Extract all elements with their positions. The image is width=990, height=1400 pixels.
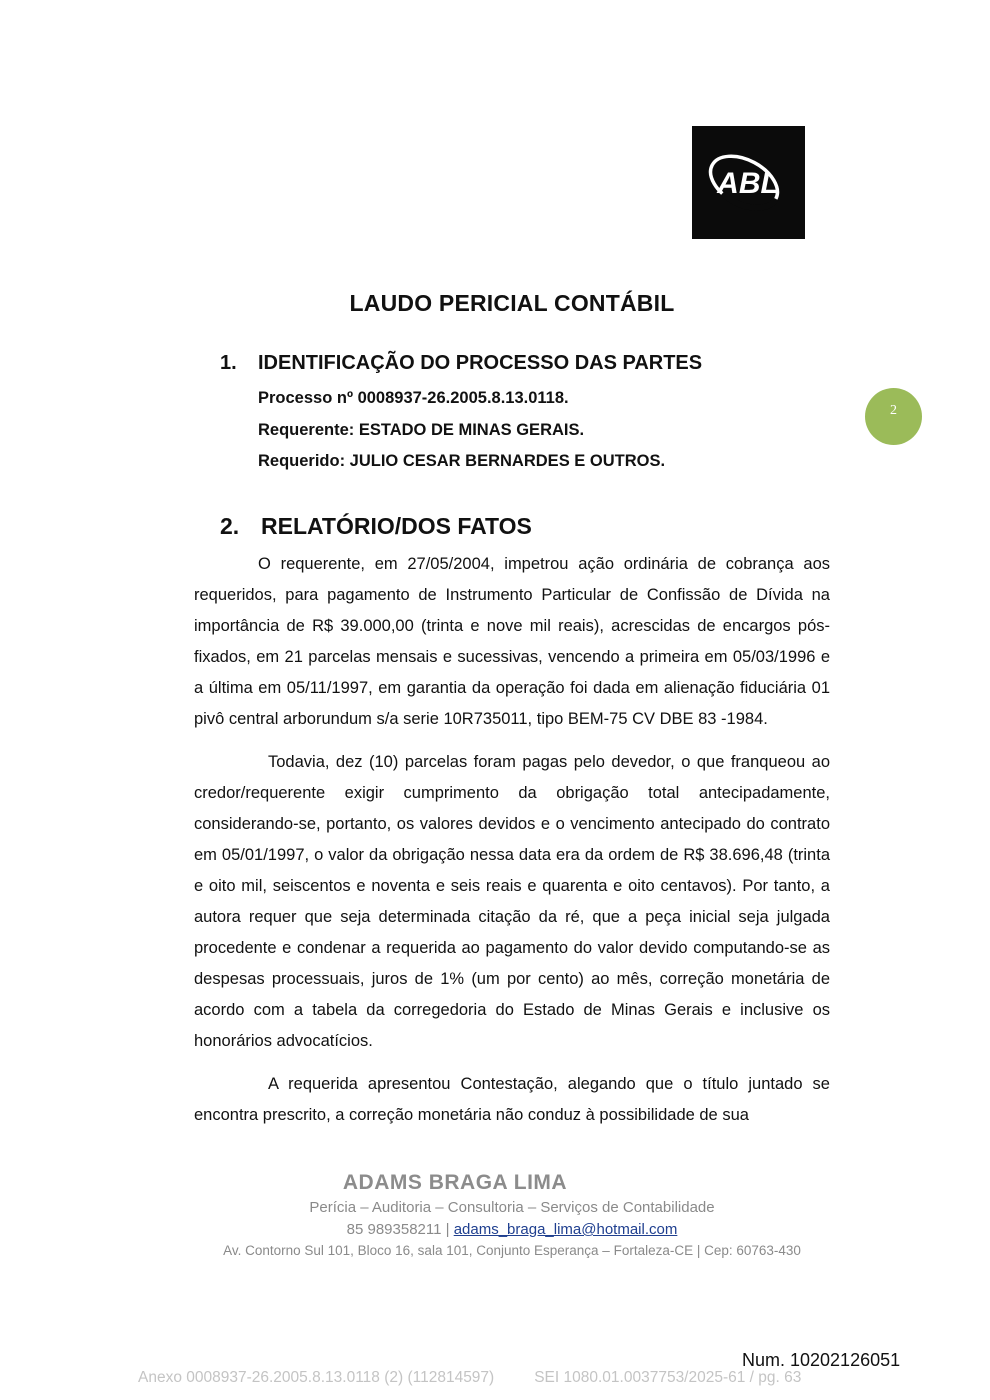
paragraph-2: Todavia, dez (10) parcelas foram pagas pelo devedor, o que franqueou ao credor/requerente exigir cumprimento da obrigação total antecipadamente, considerando-se, portanto, os valores devidos e o vencimento antecipado do contrato em 05/01/1997, o valor da obrigação nessa data era da ordem de R$ 38.696,48 (trinta e oito mil, seiscentos e noventa e seis reais e quarenta e oito centavos). Por tanto, a autora requer que seja determinada citação da ré, que a peça inicial seja julgada procedente e condenar a requerida ao pagamento do valor devido computando-se as despesas processuais, juros de 1% (um por cento) ao mês, correção monetária de acordo com a tabela da corregedoria do Estado de Minas Gerais e inclusive os honorários advocatícios. (194, 753, 830, 1050)
paragraph-3: A requerida apresentou Contestação, alegando que o título juntado se encontra prescrito, a correção monetária não conduz à possibilidade de sua (194, 1075, 830, 1124)
company-logo (692, 126, 805, 239)
footer-email-link[interactable]: adams_braga_lima@hotmail.com (453, 1221, 678, 1238)
section-2-number: 2. (220, 513, 240, 539)
requerido-line: Requerido: JULIO CESAR BERNARDES E OUTROS. (258, 452, 666, 470)
footer-phone: 85 989358211 | (346, 1221, 450, 1238)
footer-address: Av. Contorno Sul 101, Bloco 16, sala 101, Conjunto Esperança – Fortaleza-CE | Cep: 60763-430 (223, 1243, 801, 1258)
footer-contact (0, 1221, 990, 1238)
logo-text: ABL (717, 167, 779, 200)
process-number: Processo nº 0008937-26.2005.8.13.0118. (258, 389, 569, 407)
annex-reference: Anexo 0008937-26.2005.8.13.0118 (2) (112814597) (138, 1369, 495, 1386)
abl-logo-icon (692, 126, 805, 239)
page-number-badge: 2 (865, 388, 922, 445)
section-1-title: IDENTIFICAÇÃO DO PROCESSO DAS PARTES (258, 352, 703, 374)
section-1-number: 1. (220, 352, 237, 374)
annex-stamp (138, 1369, 801, 1387)
footer-company-name: ADAMS BRAGA LIMA (342, 1171, 568, 1194)
report-body (194, 549, 830, 1143)
section-2-title: RELATÓRIO/DOS FATOS (261, 513, 532, 539)
document-num-stamp: Num. 10202126051 (742, 1350, 901, 1370)
sei-reference: SEI 1080.01.0037753/2025-61 / pg. 63 (534, 1369, 802, 1386)
requerente-line: Requerente: ESTADO DE MINAS GERAIS. (258, 421, 585, 439)
section-2-heading (220, 513, 532, 540)
section-1-heading (220, 352, 702, 375)
footer-services: Perícia – Auditoria – Consultoria – Serviços de Contabilidade (309, 1199, 715, 1216)
page-title: LAUDO PERICIAL CONTÁBIL (349, 290, 675, 316)
paragraph-1: O requerente, em 27/05/2004, impetrou ação ordinária de cobrança aos requeridos, para pagamento de Instrumento Particular de Confissão de Dívida na importância de R$ 39.000,00 (trinta e nove mil reais), acrescidas de encargos pós-fixados, em 21 parcelas mensais e sucessivas, vencendo a primeira em 05/03/1996 e a última em 05/11/1997, em garantia da operação foi dada em alienação fiduciária 01 pivô central arborundum s/a serie 10R735011, tipo BEM-75 CV DBE 83 -1984. (194, 555, 830, 728)
